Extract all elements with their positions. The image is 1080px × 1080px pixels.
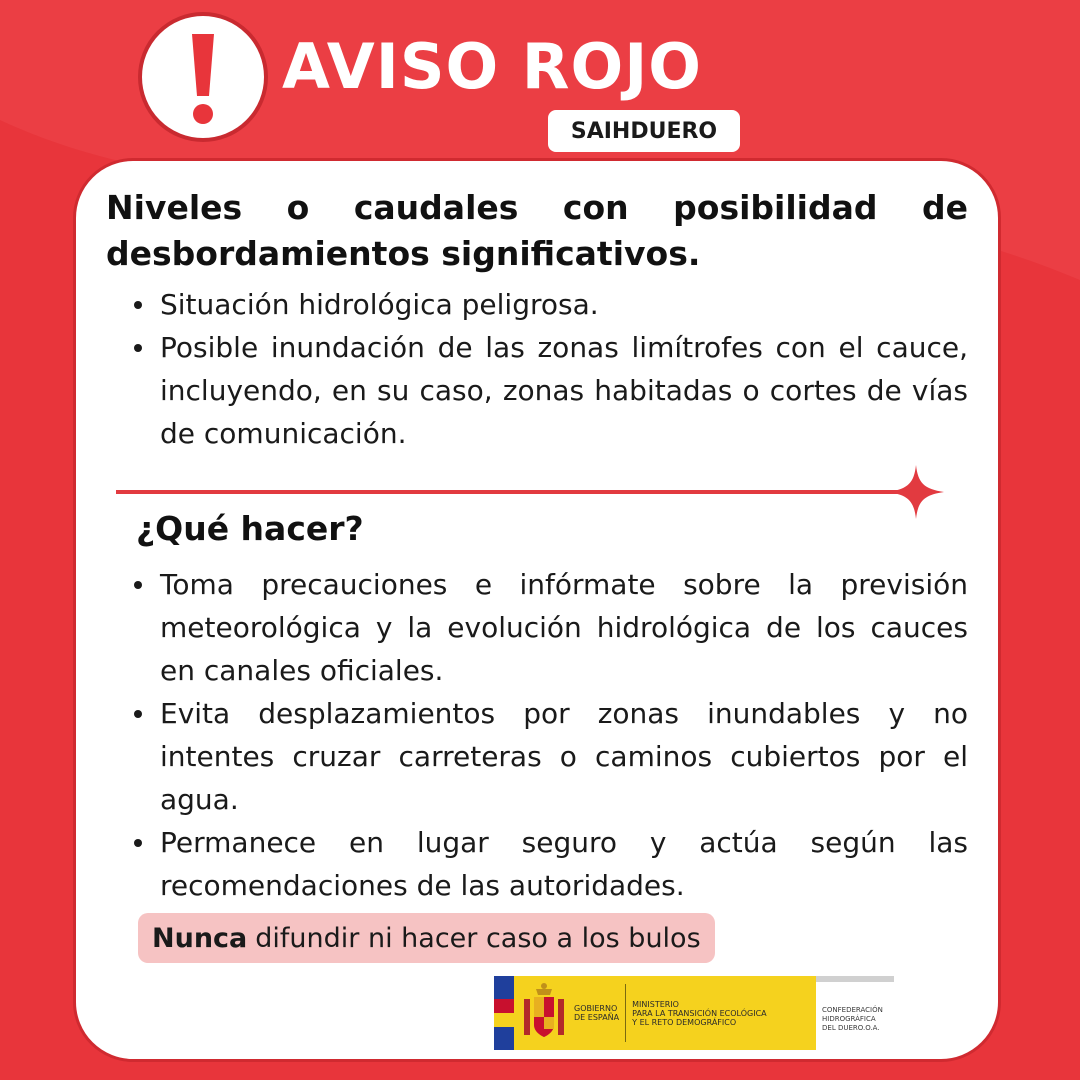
sparkle-icon (886, 463, 946, 521)
hoax-warning-note (138, 913, 715, 963)
coat-of-arms-icon (520, 981, 568, 1045)
note-text: difundir ni hacer caso a los bulos (255, 922, 701, 954)
list-item: Evita desplazamientos por zonas inundables y no intentes cruzar carreteras o caminos cubiertos por el agua. (160, 692, 968, 821)
what-to-do-title: ¿Qué hacer? (136, 509, 364, 548)
what-to-do-list (106, 563, 968, 907)
list-item: Permanece en lugar seguro y actúa según las recomendaciones de las autoridades. (160, 821, 968, 907)
alert-description (106, 185, 968, 455)
alert-headline: Niveles o caudales con posibilidad de desbordamientos significativos. (106, 188, 968, 273)
list-item: Toma precauciones e infórmate sobre la previsión meteorológica y la evolución hidrológica de los cauces en canales oficiales. (160, 563, 968, 692)
ministerio-line: MINISTERIO (632, 999, 679, 1009)
chd-line: HIDROGRÁFICA (822, 1015, 876, 1023)
list-item: Situación hidrológica peligrosa. (160, 283, 968, 326)
divider-line (116, 490, 916, 494)
chd-line: CONFEDERACIÓN (822, 1006, 883, 1014)
alert-exclamation-icon (138, 12, 268, 142)
gobierno-line: DE ESPAÑA (574, 1013, 620, 1022)
what-to-do-section (106, 557, 968, 907)
page-title: AVISO ROJO (282, 30, 702, 103)
confederacion-logo (816, 976, 894, 1050)
institution-logos (494, 976, 896, 1050)
ministerio-line: Y EL RETO DEMOGRÁFICO (632, 1017, 737, 1027)
chd-line: DEL DUERO.O.A. (822, 1024, 880, 1032)
effects-list (106, 283, 968, 455)
source-badge: SAIHDUERO (548, 110, 740, 152)
government-logo (514, 976, 816, 1050)
gobierno-line: GOBIERNO (574, 1004, 618, 1013)
ministerio-line: PARA LA TRANSICIÓN ECOLÓGICA (632, 1008, 767, 1018)
note-emphasis: Nunca (152, 922, 248, 954)
alert-card (73, 158, 1001, 1062)
eu-flag-strip (494, 976, 514, 1050)
list-item: Posible inundación de las zonas limítrofes con el cauce, incluyendo, en su caso, zonas habitadas o cortes de vías de comunicación. (160, 326, 968, 455)
